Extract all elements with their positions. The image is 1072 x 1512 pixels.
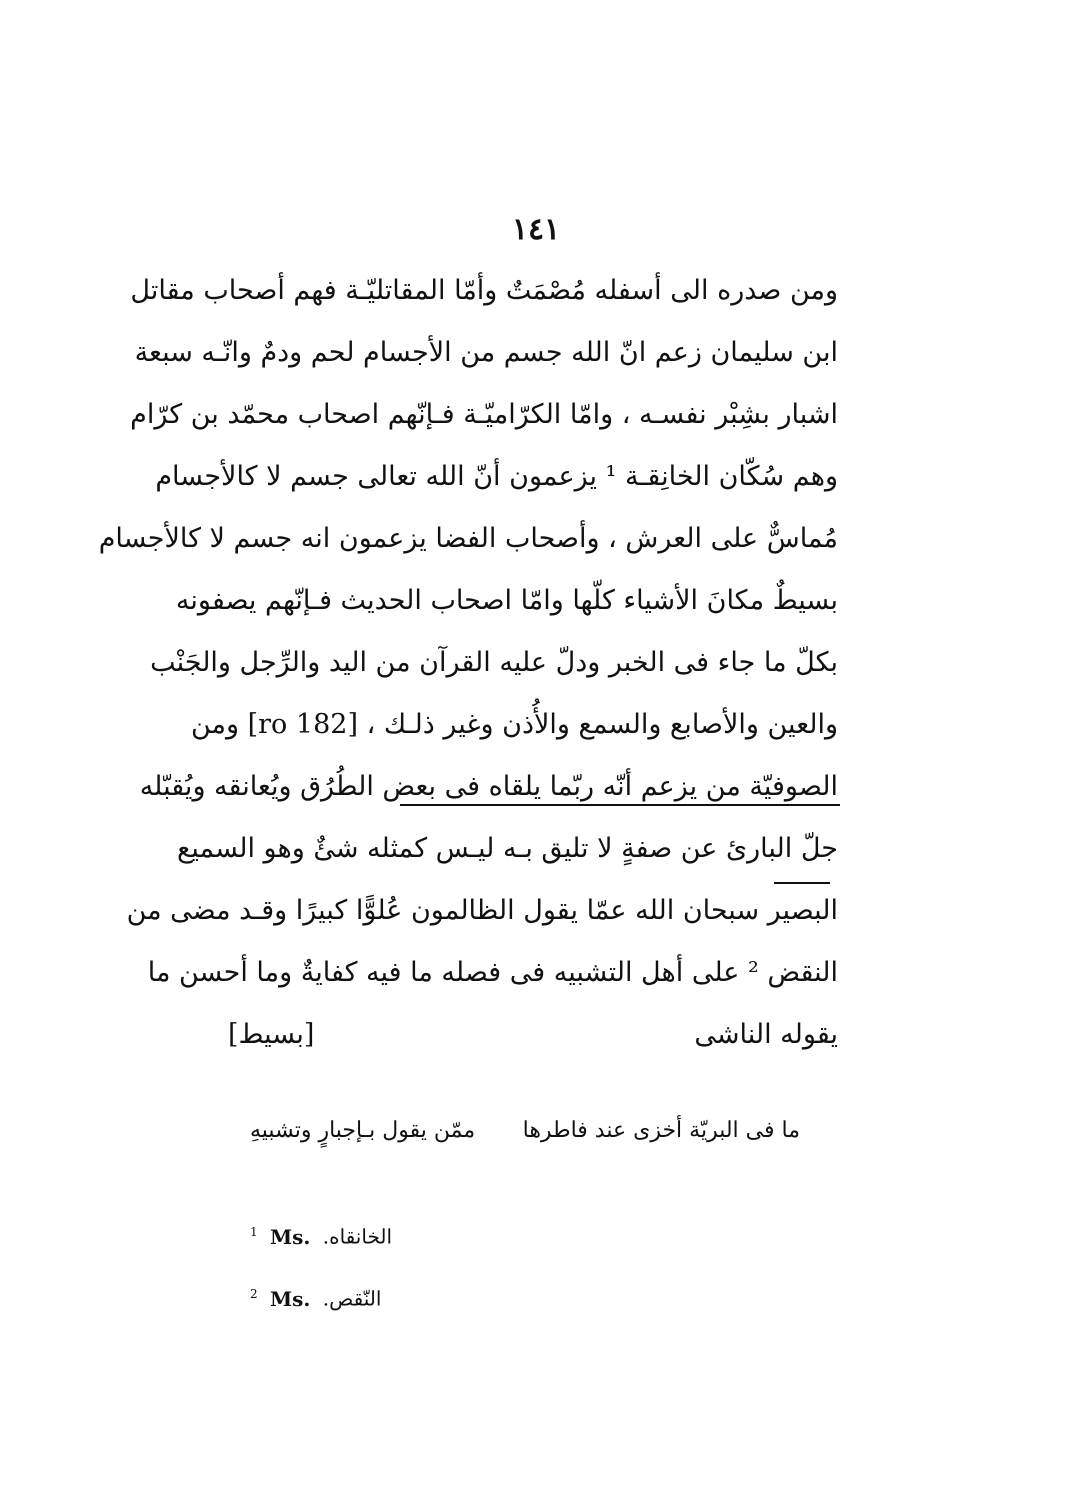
text-line: جلّ البارئ عن صفةٍ لا تليق بـه ليـس كمثله شئٌ وهو السميع [177,833,838,864]
text-line-last [228,1004,838,1066]
verse [250,1118,800,1143]
text-line: والعين والأصابع والسمع والأُذن وغير ذلـك ، [182 ro] ومن [190,709,838,740]
text-line: النقض ² على أهل التشبيه فى فصله ما فيه كفايةٌ وما أحسن ما [147,957,838,988]
main-text [98,260,838,1066]
text-line: اشبار بشِبْر نفسـه ، وامّا الكرّاميّـة فـإنّهم اصحاب محمّد بن كرّام [130,399,838,430]
text-line: ومن صدره الى أسفله مُصْمَتٌ وأمّا المقاتليّـة فهم أصحاب مقاتل [130,275,838,306]
footnote [250,1274,650,1336]
verse-hemistich-1: ما فى البريّة أخزى عند فاطرها [522,1118,800,1143]
underline-mark [400,804,840,806]
footnote-word: الخانقاه. [322,1224,393,1249]
underline-mark [774,882,830,884]
page-number: ١٤١ [511,212,561,247]
text-line: وهم سُكّان الخانِقـة ¹ يزعمون أنّ الله تعالى جسم لا كالأجسام [155,461,838,492]
verse-hemistich-2: ممّن يقول بـإجبارٍ وتشبيهِ [250,1118,476,1143]
meter-label: [بسيط] [228,1019,315,1050]
last-line-text: يقوله الناشى [694,1019,838,1050]
footnote [250,1212,650,1274]
text-line: البصير سبحان الله عمّا يقول الظالمون عُلوًّا كبيرًا وقـد مضى من [126,895,838,926]
footnote-word: النّقص. [322,1286,382,1311]
footnote-marker: 2 [250,1287,258,1301]
text-line: مُماسٌّ على العرش ، وأصحاب الفضا يزعمون انه جسم لا كالأجسام [98,523,838,554]
text-line: بكلّ ما جاء فى الخبر ودلّ عليه القرآن من اليد والرِّجل والجَنْب [150,647,838,678]
text-line: بسيطٌ مكانَ الأشياء كلّها وامّا اصحاب الحديث فـإنّهم يصفونه [175,585,838,616]
text-line: ابن سليمان زعم انّ الله جسم من الأجسام لحم ودمٌ وانّـه سبعة [134,337,838,368]
footnote-marker: 1 [250,1225,258,1239]
footnotes [250,1212,650,1336]
footnote-ms: Ms. [270,1224,311,1249]
footnote-ms: Ms. [270,1286,311,1311]
text-line: الصوفيّة من يزعم أنّه ربّما يلقاه فى بعض الطُرُق ويُعانقه ويُقبّله [139,771,838,802]
